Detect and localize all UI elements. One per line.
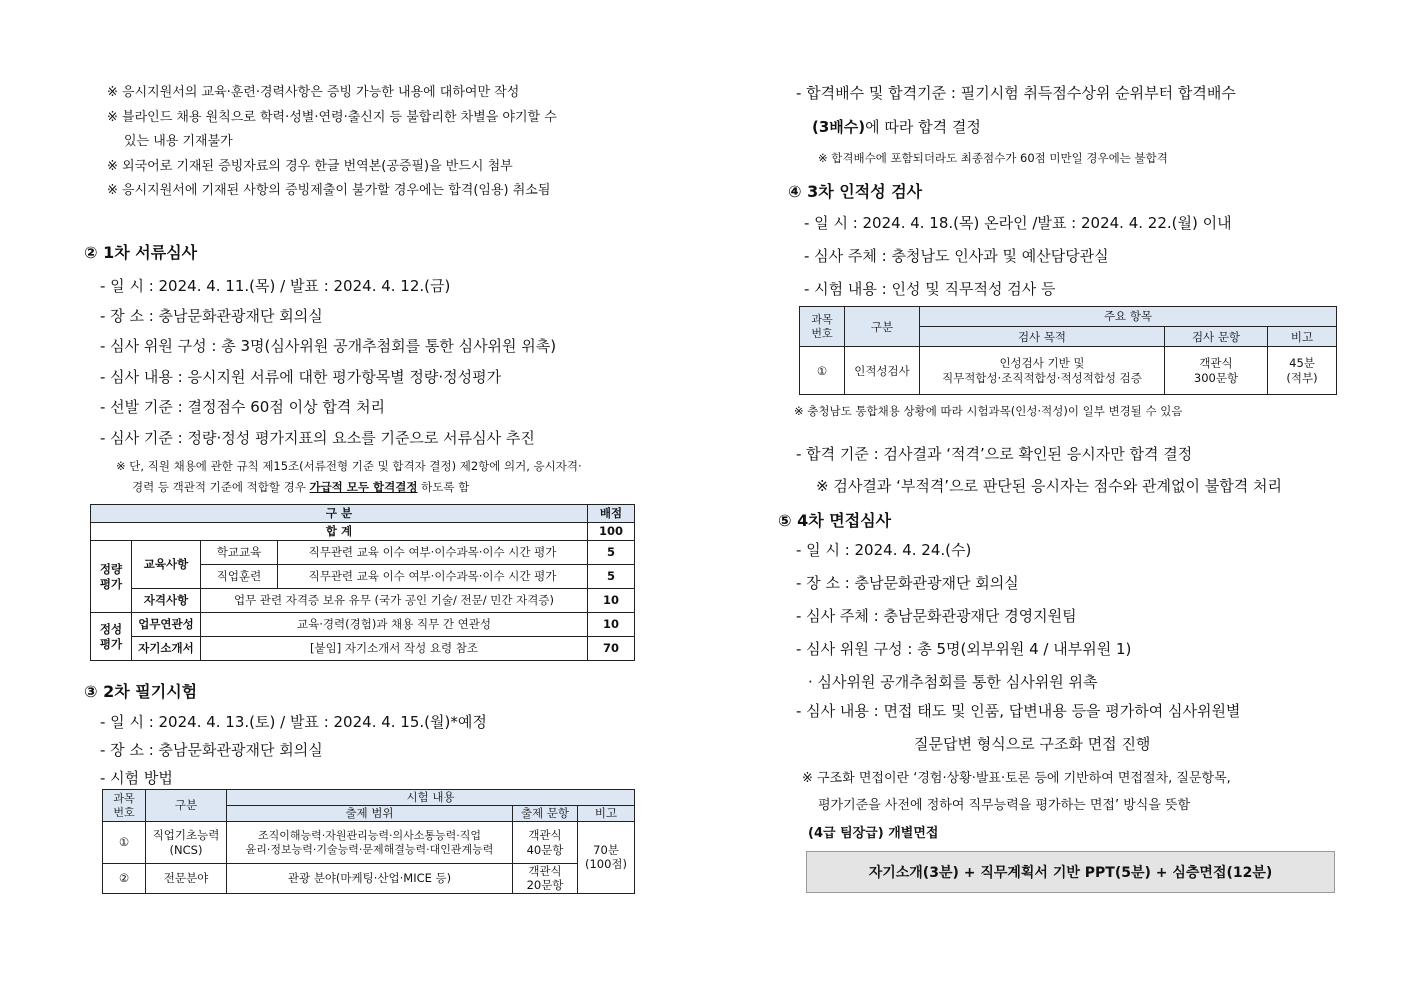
group-qual: 정성 평가: [91, 613, 132, 661]
row1-name: 인적성검사: [845, 347, 920, 395]
intro-label: 자기소개서: [132, 637, 201, 661]
section-title-aptitude: ④ 3차 인적성 검사: [788, 182, 923, 201]
header-score: 배점: [588, 505, 635, 523]
line: - 선발 기준 : 결정점수 60점 이상 합격 처리: [100, 398, 386, 416]
line: - 일 시 : 2024. 4. 11.(목) / 발표 : 2024. 4. 12.(금): [100, 277, 451, 295]
line: - 일 시 : 2024. 4. 24.(수): [796, 541, 972, 559]
line: - 장 소 : 충남문화관광재단 회의실: [796, 574, 1019, 592]
cert-score: 10: [588, 589, 635, 613]
rel-score: 10: [588, 613, 635, 637]
emphasis: 가급적 모두 합격결정: [309, 480, 418, 494]
interview-format-box: 자기소개(3분) + 직무계획서 기반 PPT(5분) + 심층면접(12분): [806, 851, 1335, 893]
line: - 심사 내용 : 응시지원 서류에 대한 평가항목별 정량·정성평가: [100, 368, 502, 386]
header-purpose: 검사 목적: [920, 327, 1165, 347]
header-qty: 출제 문항: [513, 806, 578, 822]
line: - 일 시 : 2024. 4. 18.(목) 온라인 /발표 : 2024. 4. 22.(월) 이내: [804, 214, 1232, 232]
line: - 심사 위원 구성 : 총 5명(외부위원 4 / 내부위원 1): [796, 640, 1132, 658]
row1-range: 조직이해능력·자원관리능력·의사소통능력·직업 윤리·정보능력·기술능력·문제해결능력·대인관계능력: [227, 822, 513, 864]
review-score-table: [90, 504, 635, 661]
row2-name: 전문분야: [146, 864, 227, 894]
line: - 합격배수 및 합격기준 : 필기시험 취득점수상위 순위부터 합격배수: [796, 84, 1236, 102]
line: - 심사 주체 : 충남문화관광재단 경영지원팀: [796, 607, 1077, 625]
header-no: 과목 번호: [103, 790, 146, 822]
header-gubun: 구 분: [91, 505, 588, 523]
row2-no: ②: [103, 864, 146, 894]
header-note: 비고: [1268, 327, 1337, 347]
line: - 시험 방법: [100, 769, 173, 787]
section-title-written-exam: ③ 2차 필기시험: [84, 682, 198, 701]
line: (3배수)에 따라 합격 결정: [812, 118, 981, 136]
header-main: 주요 항목: [920, 307, 1337, 327]
header-content: 시험 내용: [227, 790, 635, 806]
line: - 심사 기준 : 정량·정성 평가지표의 요소를 기준으로 서류심사 추진: [100, 429, 535, 447]
school-score: 5: [588, 541, 635, 565]
rel-desc: 교육·경력(경험)과 채용 직무 간 연관성: [201, 613, 588, 637]
line: - 장 소 : 충남문화관광재단 회의실: [100, 307, 323, 325]
line: - 합격 기준 : 검사결과 ‘적격’으로 확인된 응시자만 합격 결정: [796, 445, 1193, 463]
written-exam-table: [102, 789, 635, 894]
exam-note: 70분 (100점): [578, 822, 635, 894]
cert-desc: 업무 관련 자격증 보유 유무 (국가 공인 기술/ 전문/ 민간 자격증): [201, 589, 588, 613]
line: - 심사 내용 : 면접 태도 및 인품, 답변내용 등을 평가하여 심사위원별: [796, 702, 1241, 720]
row1-name: 직업기초능력 (NCS): [146, 822, 227, 864]
note-line: 평가기준을 사전에 정하여 직무능력을 평가하는 면접’ 방식을 뜻함: [818, 798, 1191, 813]
note-line: ※ 응시지원서에 기재된 사항의 증빙제출이 불가할 경우에는 합격(임용) 취소됨: [107, 183, 551, 198]
note-line: 경력 등 객관적 기준에 적합할 경우 가급적 모두 합격결정 하도록 함: [132, 480, 470, 494]
cert-label: 자격사항: [132, 589, 201, 613]
group-quant: 정량 평가: [91, 541, 132, 613]
voc-label: 직업훈련: [201, 565, 278, 589]
note-line: ※ 외국어로 기재된 증빙자료의 경우 한글 번역본(공증필)을 반드시 첨부: [107, 159, 513, 174]
line: · 심사위원 공개추첨회를 통한 심사위원 위촉: [808, 673, 1098, 691]
school-label: 학교교육: [201, 541, 278, 565]
section-title-document-review: ② 1차 서류심사: [84, 243, 198, 262]
voc-score: 5: [588, 565, 635, 589]
note-line: ※ 응시지원서의 교육·훈련·경력사항은 증빙 가능한 내용에 대하여만 작성: [107, 85, 520, 100]
interview-type: (4급 팀장급) 개별면접: [808, 826, 939, 841]
rel-label: 업무연관성: [132, 613, 201, 637]
header-gubun: 구분: [146, 790, 227, 822]
total-score: 100: [588, 523, 635, 541]
school-desc: 직무관련 교육 이수 여부·이수과목·이수 시간 평가: [278, 541, 588, 565]
table-note: ※ 충청남도 통합채용 상황에 따라 시험과목(인성·적성)이 일부 변경될 수 있음: [794, 404, 1183, 418]
header-gubun: 구분: [845, 307, 920, 347]
row1-qty: 객관식 40문항: [513, 822, 578, 864]
row1-qty: 객관식 300문항: [1165, 347, 1268, 395]
header-note: 비고: [578, 806, 635, 822]
note-line: ※ 단, 직원 채용에 관한 규칙 제15조(서류전형 기준 및 합격자 결정) 제2항에 의거, 응시자격·: [116, 459, 582, 473]
note-line: ※ 블라인드 채용 원칙으로 학력·성별·연령·출신지 등 불합리한 차별을 야기할 수: [107, 110, 557, 125]
voc-desc: 직무관련 교육 이수 여부·이수과목·이수 시간 평가: [278, 565, 588, 589]
line: - 일 시 : 2024. 4. 13.(토) / 발표 : 2024. 4. 15.(월)*예정: [100, 713, 487, 731]
note-line: ※ 합격배수에 포함되더라도 최종점수가 60점 미만일 경우에는 불합격: [818, 151, 1168, 165]
intro-desc: [붙임] 자기소개서 작성 요령 참조: [201, 637, 588, 661]
aptitude-table: [799, 306, 1337, 395]
total-label: 합 계: [91, 523, 588, 541]
note-line: ※ 구조화 면접이란 ‘경험·상황·발표·토론 등에 기반하여 면접절차, 질문항목,: [802, 771, 1231, 786]
note-line: 있는 내용 기재불가: [124, 134, 233, 149]
header-range: 출제 범위: [227, 806, 513, 822]
row1-purpose: 인성검사 기반 및 직무적합성·조직적합성·적성적합성 검증: [920, 347, 1165, 395]
line: ※ 검사결과 ‘부적격’으로 판단된 응시자는 점수와 관계없이 불합격 처리: [816, 477, 1282, 495]
row1-note: 45분 (적부): [1268, 347, 1337, 395]
line: - 심사 위원 구성 : 총 3명(심사위원 공개추첨회를 통한 심사위원 위촉): [100, 337, 557, 355]
header-qty: 검사 문항: [1165, 327, 1268, 347]
section-title-interview: ⑤ 4차 면접심사: [778, 511, 892, 530]
line: 질문답변 형식으로 구조화 면접 진행: [914, 735, 1151, 753]
row2-qty: 객관식 20문항: [513, 864, 578, 894]
header-no: 과목 번호: [800, 307, 845, 347]
line: - 심사 주체 : 충청남도 인사과 및 예산담당관실: [804, 247, 1109, 265]
row2-range: 관광 분야(마케팅·산업·MICE 등): [227, 864, 513, 894]
edu-label: 교육사항: [132, 541, 201, 589]
row1-no: ①: [800, 347, 845, 395]
intro-score: 70: [588, 637, 635, 661]
line: - 장 소 : 충남문화관광재단 회의실: [100, 741, 323, 759]
line: - 시험 내용 : 인성 및 직무적성 검사 등: [804, 280, 1056, 298]
row1-no: ①: [103, 822, 146, 864]
